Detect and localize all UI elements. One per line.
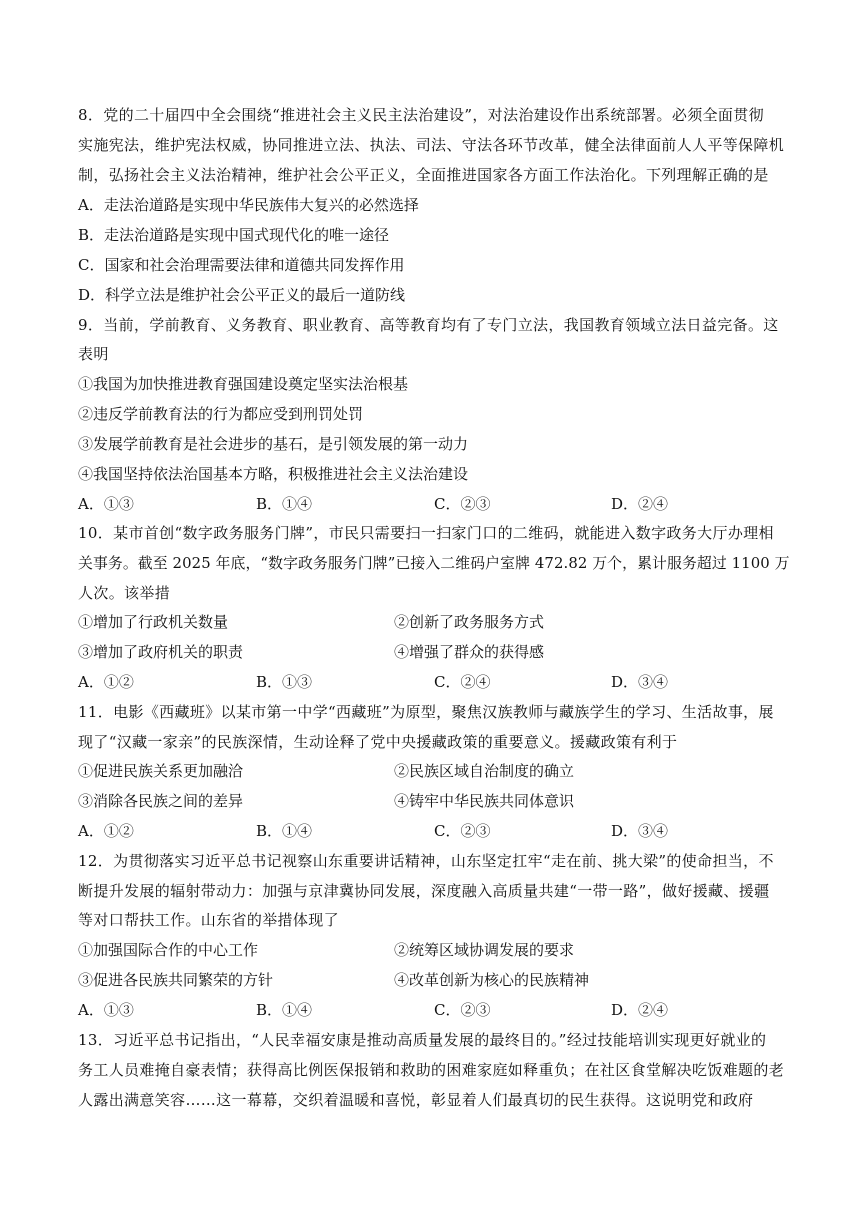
q12-statement-2: ②统筹区域协调发展的要求 — [394, 941, 575, 959]
q11-stem-line-1: 11．电影《西藏班》以某市第一中学“西藏班”为原型，聚焦汉族教师与藏族学生的学习、生活故事，展 — [78, 703, 774, 721]
q11-statement-3: ③消除各民族之间的差异 — [78, 792, 244, 810]
q11-statement-2: ②民族区域自治制度的确立 — [394, 762, 575, 780]
q11-choice-b: B．①④ — [256, 822, 313, 840]
q10-stem-line-2: 关事务。截至 2025 年底，“数字政务服务门牌”已接入二维码户室牌 472.82 万个，累计服务超过 1100 万 — [78, 554, 790, 572]
q10-choice-a: A．①② — [78, 673, 134, 691]
q8-stem-line-3: 制，弘扬社会主义法治精神，维护社会公平正义，全面推进国家各方面工作法治化。下列理解正确的是 — [78, 166, 769, 184]
q11-choice-a: A．①② — [78, 822, 134, 840]
q9-statement-3: ③发展学前教育是社会进步的基石，是引领发展的第一动力 — [78, 435, 469, 453]
q9-statement-4: ④我国坚持依法治国基本方略，积极推进社会主义法治建设 — [78, 465, 469, 483]
q9-choice-b: B．①④ — [256, 495, 313, 513]
q10-statement-3: ③增加了政府机关的职责 — [78, 643, 244, 661]
q9-choice-d: D．②④ — [611, 495, 669, 513]
q13-stem-line-1: 13．习近平总书记指出，“人民幸福安康是推动高质量发展的最终目的。”经过技能培训实现更好就业的 — [78, 1031, 767, 1049]
q11-stem-line-2: 现了“汉藏一家亲”的民族深情，生动诠释了党中央援藏政策的重要意义。援藏政策有利于 — [78, 733, 678, 751]
q8-stem-line-2: 实施宪法，维护宪法权威，协同推进立法、执法、司法、守法各环节改革，健全法律面前人人平等保障机 — [78, 136, 785, 154]
q10-statement-4: ④增强了群众的获得感 — [394, 643, 545, 661]
q10-stem-line-3: 人次。该举措 — [78, 584, 171, 602]
q12-stem-line-3: 等对口帮扶工作。山东省的举措体现了 — [78, 911, 339, 929]
q8-stem-line-1: 8．党的二十届四中全会围绕“推进社会主义民主法治建设”，对法治建设作出系统部署。必须全面贯彻 — [78, 106, 764, 124]
q8-option-a: A．走法治道路是实现中华民族伟大复兴的必然选择 — [78, 196, 419, 214]
q11-choice-c: C．②③ — [434, 822, 491, 840]
q12-statement-4: ④改革创新为核心的民族精神 — [394, 971, 590, 989]
q9-stem-line-1: 9．当前，学前教育、义务教育、职业教育、高等教育均有了专门立法，我国教育领域立法日益完备。这 — [78, 316, 779, 334]
q12-choice-b: B．①④ — [256, 1001, 313, 1019]
q11-choice-d: D．③④ — [611, 822, 669, 840]
q12-stem-line-1: 12．为贯彻落实习近平总书记视察山东重要讲话精神，山东坚定扛牢“走在前、挑大梁”的使命担当，不 — [78, 852, 774, 870]
q10-statement-1: ①增加了行政机关数量 — [78, 613, 229, 631]
q10-statement-2: ②创新了政务服务方式 — [394, 613, 545, 631]
q12-choice-a: A．①③ — [78, 1001, 134, 1019]
q13-stem-line-2: 务工人员难掩自豪表情；获得高比例医保报销和救助的困难家庭如释重负；在社区食堂解决吃饭难题的老 — [78, 1061, 785, 1079]
q11-statement-1: ①促进民族关系更加融洽 — [78, 762, 244, 780]
q9-choice-a: A．①③ — [78, 495, 134, 513]
q9-stem-line-2: 表明 — [78, 345, 109, 363]
q12-choice-c: C．②③ — [434, 1001, 491, 1019]
q9-choice-c: C．②③ — [434, 495, 491, 513]
q8-option-d: D．科学立法是维护社会公平正义的最后一道防线 — [78, 286, 406, 304]
q11-statement-4: ④铸牢中华民族共同体意识 — [394, 792, 575, 810]
q12-statement-3: ③促进各民族共同繁荣的方针 — [78, 971, 274, 989]
q9-statement-2: ②违反学前教育法的行为都应受到刑罚处罚 — [78, 405, 364, 423]
q8-option-c: C．国家和社会治理需要法律和道德共同发挥作用 — [78, 256, 405, 274]
q13-stem-line-3: 人露出满意笑容……这一幕幕，交织着温暖和喜悦，彰显着人们最真切的民生获得。这说明党和政府 — [78, 1091, 754, 1109]
q9-statement-1: ①我国为加快推进教育强国建设奠定坚实法治根基 — [78, 375, 409, 393]
q12-stem-line-2: 断提升发展的辐射带动力：加强与京津冀协同发展，深度融入高质量共建“一带一路”，做好援藏、援疆 — [78, 882, 770, 900]
q10-choice-c: C．②④ — [434, 673, 491, 691]
q10-stem-line-1: 10．某市首创“数字政务服务门牌”，市民只需要扫一扫家门口的二维码，就能进入数字政务大厅办理相 — [78, 524, 774, 542]
q10-choice-b: B．①③ — [256, 673, 313, 691]
q12-statement-1: ①加强国际合作的中心工作 — [78, 941, 259, 959]
q8-option-b: B．走法治道路是实现中国式现代化的唯一途径 — [78, 226, 390, 244]
q10-choice-d: D．③④ — [611, 673, 669, 691]
q12-choice-d: D．②④ — [611, 1001, 669, 1019]
